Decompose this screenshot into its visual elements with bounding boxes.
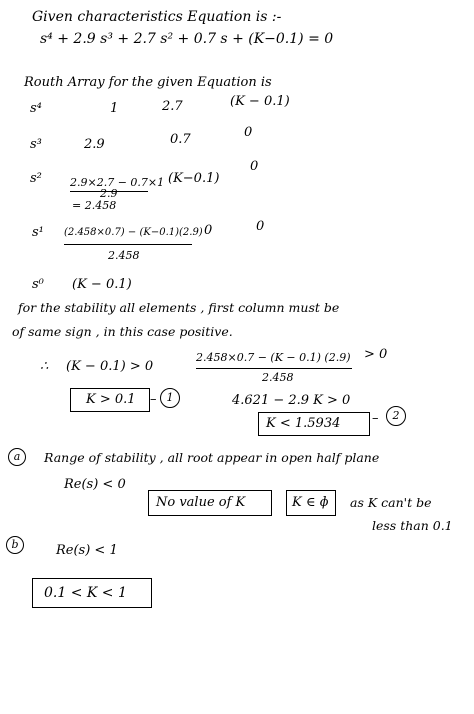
power-s0: s⁰ [32,277,44,292]
s3-col3: 0 [244,125,253,140]
part-b-condition: Re(s) < 1 [56,543,118,558]
s0-col1: (K − 0.1) [72,277,132,292]
part-a-answer-1: No value of K [156,495,246,510]
header-title: Given characteristics Equation is :- [32,9,282,25]
inequality-1: (K − 0.1) > 0 [66,359,154,374]
part-a-label: a [8,448,26,466]
power-s4: s⁴ [30,101,42,116]
s4-col2: 2.7 [162,99,183,114]
power-s1: s¹ [32,225,44,240]
power-s2: s² [30,171,42,186]
routh-title: Routh Array for the given Equation is [24,75,272,90]
s2-col1-result: = 2.458 [72,199,117,212]
inequality-2-gt: > 0 [364,347,388,362]
inequality-2-numerator: 2.458×0.7 − (K − 0.1) (2.9) [196,351,351,364]
s2-col3: 0 [250,159,259,174]
s2-col2: (K−0.1) [168,171,220,186]
part-a-text: Range of stability , all root appear in open half plane [44,450,380,465]
s1-col1-numerator: (2.458×0.7) − (K−0.1)(2.9) [64,227,203,238]
s1-col3: 0 [256,219,265,234]
result-2: K < 1.5934 [266,416,341,431]
dash-2: – [372,411,379,426]
part-a-note-2: less than 0.1 [372,518,453,533]
s2-col1-numerator: 2.9×2.7 − 0.7×1 [70,176,165,189]
result-1: K > 0.1 [86,392,136,407]
stability-condition-line2: of same sign , in this case positive. [12,324,233,339]
s4-col3: (K − 0.1) [230,94,290,109]
s3-col2: 0.7 [170,132,191,147]
part-b-answer: 0.1 < K < 1 [44,585,127,601]
tag-1: 1 [160,388,180,408]
power-s3: s³ [30,137,42,152]
characteristic-equation: s⁴ + 2.9 s³ + 2.7 s² + 0.7 s + (K−0.1) = 0 [40,31,334,47]
part-a-note-1: as K can't be [350,495,432,510]
therefore-symbol: ∴ [40,359,49,374]
part-a-answer-2: K ∈ ɸ [292,495,329,510]
s1-fraction-bar [64,244,192,245]
tag-2: 2 [386,406,406,426]
inequality-2-simplified: 4.621 − 2.9 K > 0 [232,393,351,408]
s3-col1: 2.9 [84,137,105,152]
dash-1: – [150,392,157,407]
stability-condition-line1: for the stability all elements , first column must be [18,300,340,315]
inequality-2-fraction-bar [196,368,352,369]
part-a-condition: Re(s) < 0 [64,477,126,492]
s2-col1-denominator: 2.9 [100,187,118,200]
s1-col1-denominator: 2.458 [108,249,140,262]
part-b-label: b [6,536,24,554]
inequality-2-denominator: 2.458 [262,371,294,384]
s1-col2: 0 [204,223,213,238]
s4-col1: 1 [110,101,119,116]
